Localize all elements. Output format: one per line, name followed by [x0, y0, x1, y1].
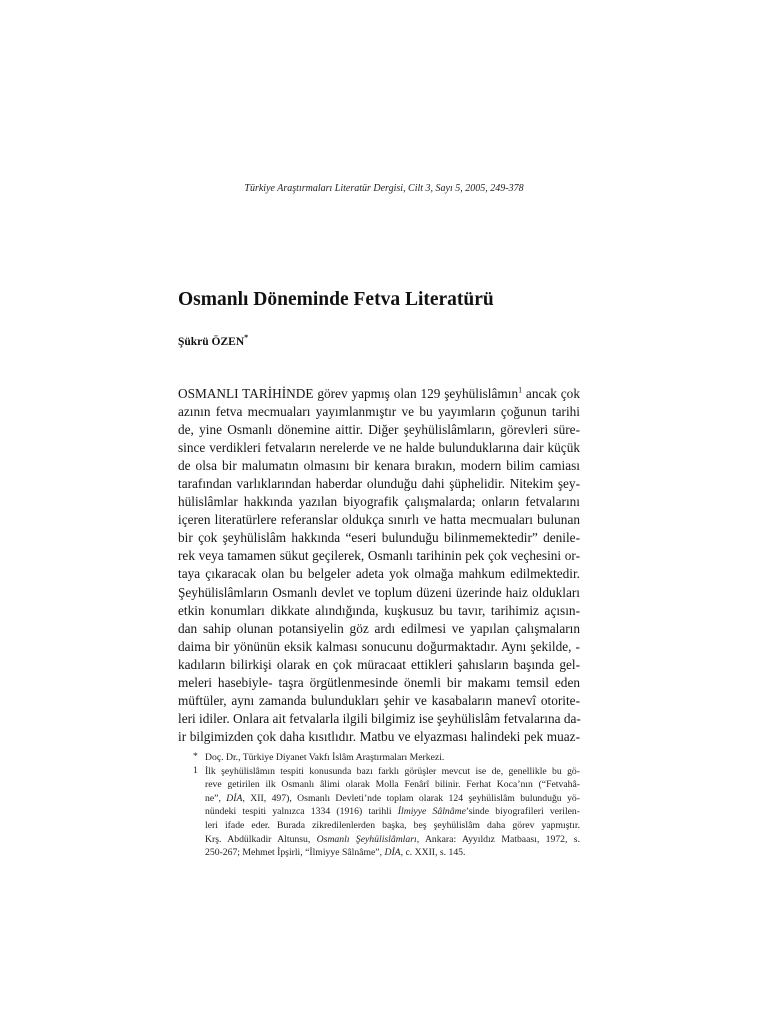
footnote-text: ne”, — [205, 792, 227, 804]
footnotes — [193, 751, 580, 862]
body-line: leri idiler. Onlara ait fetvalarla ilgili bilgimiz ise şeyhülislâm fetvalarına da- — [178, 710, 581, 726]
footnote-text: ’sinde biyografileri verilen- — [465, 806, 581, 818]
body-line: de olsa bir malumatın olmasını bir kenara bırakın, modern bilim camiası — [178, 458, 580, 474]
author-footnote-mark: * — [244, 333, 249, 343]
body-line: müftüler, aynı zamanda bulundukları şehir ve kasabaların manevî otorite- — [178, 692, 580, 708]
footnote-line — [205, 846, 580, 860]
footnote-1 — [193, 765, 580, 860]
body-line: ir bilgimizden çok daha kısıtlıdır. Matbu ve elyazması halindeki pek muaz- — [178, 728, 580, 744]
footnote-text: nündeki tespiti yalnızca 1334 (1916) tarihli — [205, 806, 398, 818]
footnote-line: leri ifade eder. Burada zikredilenlerden başka, beş şeyhülislâm daha görev yapmıştır. — [205, 819, 580, 831]
author-name: Şükrü ÖZEN — [178, 336, 245, 348]
footnote-line: İlk şeyhülislâmın tespiti konusunda bazı farklı görüşler mevcut ise de, genellikle bu gö- — [205, 765, 580, 777]
footnote-text: Krş. Abdülkadir Altunsu, — [205, 833, 317, 845]
footnote-text: , XII, 497), Osmanlı Devleti’nde toplam olarak 124 şeyhülislâm bulunduğu yö- — [242, 792, 580, 804]
footnote-text: , Ankara: Ayyıldız Matbaası, 1972, s. — [416, 833, 580, 845]
body-line: etkin konumları dikkate alındığında, kuşkusuz bu tavır, tarihimiz açısın- — [178, 602, 580, 618]
footnote-line: reve getirilen ilk Osmanlı âlimi olarak Molla Fenârî bilinir. Ferhat Koca’nın (“Fetvahâ- — [205, 779, 580, 791]
footnote-line: Doç. Dr., Türkiye Diyanet Vakfı İslâm Araştırmaları Merkezi. — [205, 752, 445, 763]
footnote-reference: 1 — [518, 385, 523, 395]
footnote-author — [193, 751, 580, 765]
footnote-citation-italic: Osmanlı Şeyhülislâmları — [316, 833, 417, 845]
article-title: Osmanlı Döneminde Fetva Literatürü — [178, 289, 494, 310]
footnote-text: 250-267; Mehmet İpşirli, “İlmiyye Sâlnâme”, — [205, 847, 385, 859]
body-line: de, yine Osmanlı dönemine aittir. Diğer şeyhülislâmların, görevleri süre- — [178, 422, 580, 438]
footnote-citation-italic: DİA — [384, 847, 401, 859]
footnote-line — [205, 833, 580, 847]
body-line: azının fetva mecmuaları yayımlanmıştır ve bu yayımların çoğunun tarihi — [178, 404, 580, 420]
footnote-marker: * — [193, 751, 198, 762]
body-line: Şeyhülislâmların Osmanlı devlet ve toplum düzeni üzerinde haiz oldukları — [178, 584, 580, 600]
article-body — [178, 385, 580, 746]
body-line: hülislâmlar hakkında yazılan biyografik çalışmalarda; onların fetvalarını — [178, 494, 580, 510]
body-line: kadıların bilirkişi olarak en çok müracaat ettikleri şahısların başında gel- — [178, 656, 580, 672]
body-line: taya çıkaracak olan bu belgeler adeta yok olmağa mahkum edilmektedir. — [178, 566, 580, 582]
body-line: dan sahip olunan potansiyelin göz ardı edilmesi ve yapılan çalışmaların — [178, 620, 580, 636]
body-line: since verdikleri fetvaların nerelerde ve ne halde bulunduklarına dair küçük — [178, 440, 580, 456]
body-line — [178, 385, 580, 403]
body-line: meleri hasebiyle- taşra örgütlenmesinde önemli bir makamı temsil eden — [178, 674, 580, 690]
body-line: rek veya tamamen sükut geçilerek, Osmanlı tarihinin pek çok veçhesini or- — [178, 548, 580, 564]
footnote-citation-italic: DİA — [226, 792, 243, 804]
body-line-text: ancak çok — [522, 386, 580, 401]
article-author — [178, 335, 248, 350]
footnote-line — [205, 805, 580, 819]
body-line: içeren literatürlere referanslar oldukça sınırlı ve hatta mecmuaları bulunan — [178, 512, 580, 528]
body-line: tarafından varlıklarından haberdar olunduğu dahi şüphelidir. Nitekim şey- — [178, 476, 580, 492]
footnote-text: , c. XXII, s. 145. — [400, 847, 466, 859]
running-head: Türkiye Araştırmaları Literatür Dergisi, Cilt 3, Sayı 5, 2005, 249-378 — [244, 183, 524, 194]
footnote-marker: 1 — [193, 764, 198, 776]
footnote-line — [205, 792, 580, 806]
body-line: bir çok şeyhülislâm hakkında “eseri bulunduğu bilinmemektedir” denile- — [178, 530, 580, 546]
footnote-citation-italic: İlmiyye Sâlnâme — [397, 806, 466, 818]
body-line: daima bir yönünün eksik kalması sonucunu doğurmaktadır. Aynı şekilde, - — [178, 638, 580, 654]
body-line-text: OSMANLI TARİHİNDE görev yapmış olan 129 şeyhülislâmın — [178, 386, 519, 401]
